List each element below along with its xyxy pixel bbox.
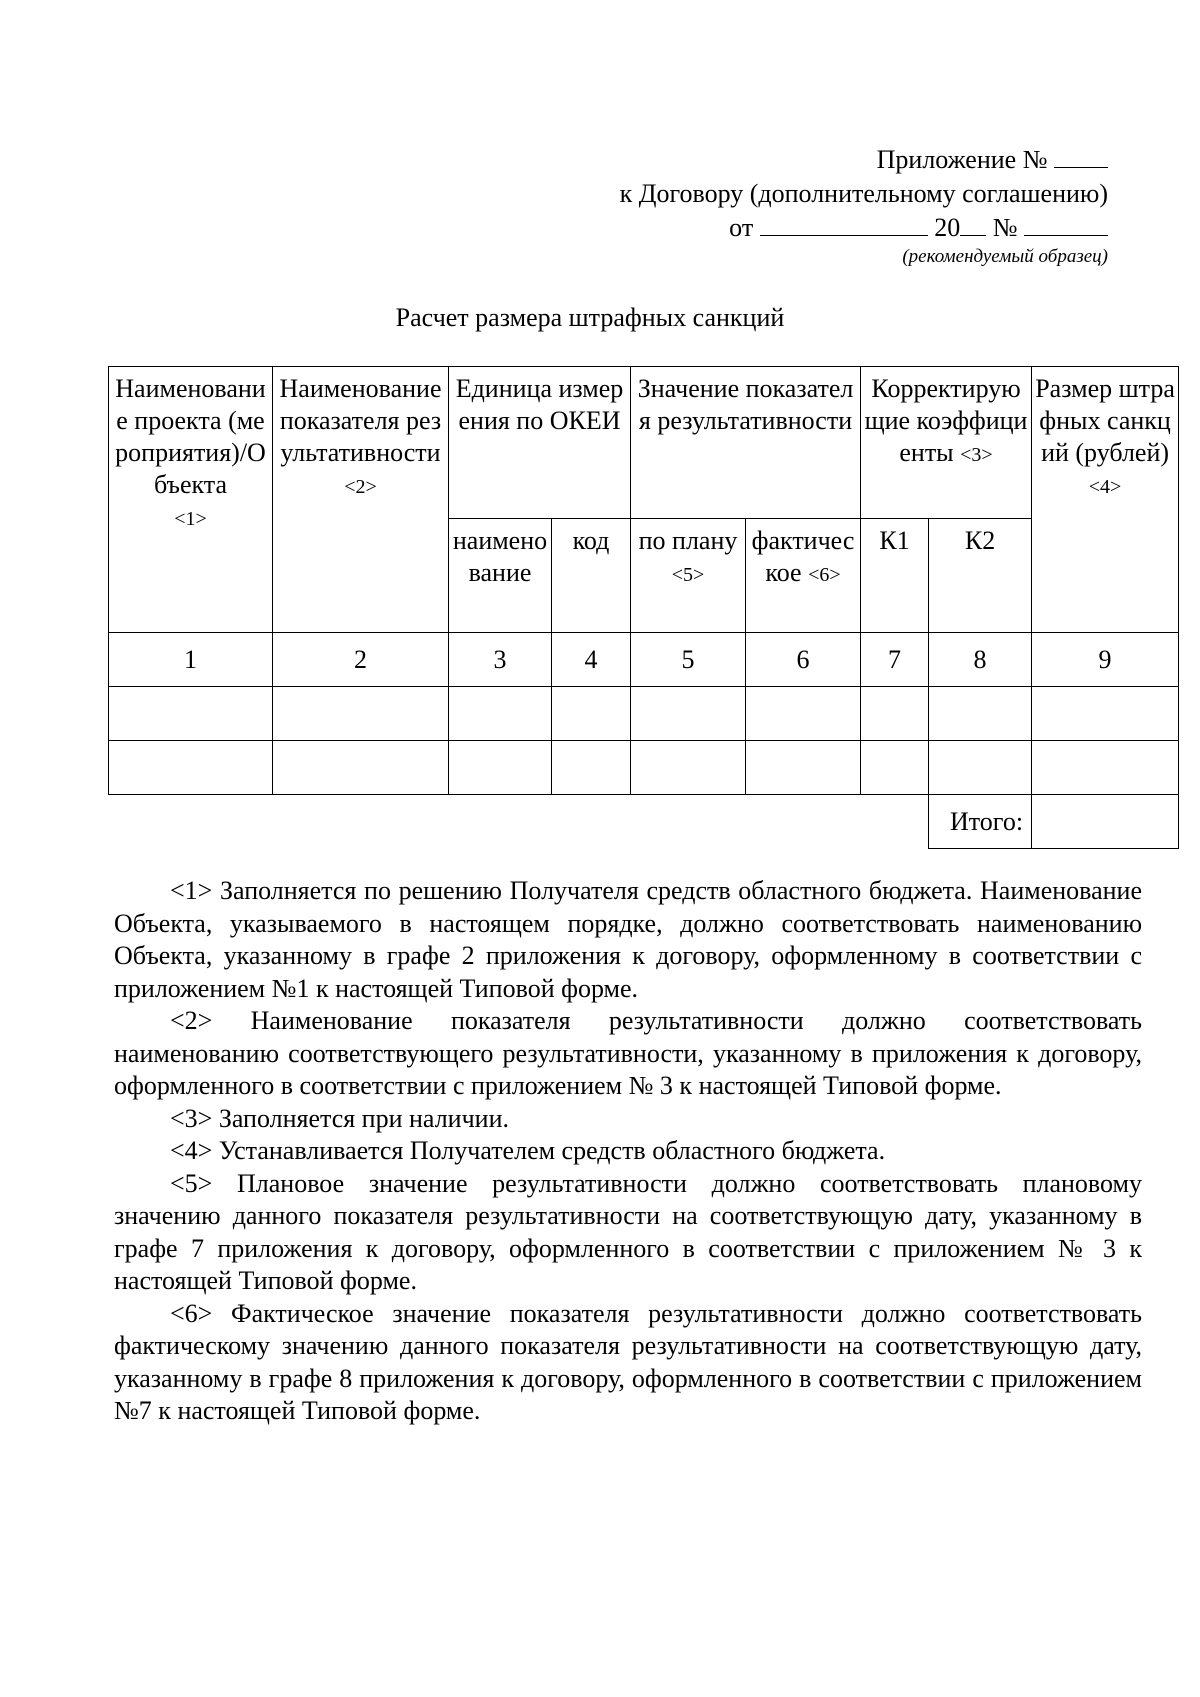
col-unit-header: Единица измерения по ОКЕИ	[449, 367, 631, 519]
table-cell[interactable]	[552, 687, 631, 741]
table-cell[interactable]	[746, 741, 861, 795]
year-label: 20	[927, 213, 961, 242]
header-row-1	[109, 367, 1179, 519]
k2-header: К2	[929, 519, 1032, 633]
column-number: 1	[109, 633, 273, 687]
value-plan-header: по плану <5>	[631, 519, 746, 633]
table-cell[interactable]	[746, 687, 861, 741]
table-cell[interactable]	[552, 741, 631, 795]
unit-name-header: наименование	[449, 519, 552, 633]
footnote-5: <5> Плановое значение результативности должно соответствовать плановому значению данного показателя результативности на соответствующую дату, указанному в графе 7 приложения к договору, оформленного в соответствии с приложением № 3 к настоящей Типовой форме.	[114, 1168, 1142, 1295]
footnote-3: <3> Заполняется при наличии.	[170, 1103, 509, 1133]
total-value-cell[interactable]	[1032, 795, 1179, 849]
table-cell[interactable]	[631, 741, 746, 795]
value-actual-header: фактическое <6>	[746, 519, 861, 633]
table-cell[interactable]	[861, 687, 929, 741]
document-title: Расчет размера штрафных санкций	[395, 303, 785, 332]
number-label: №	[986, 213, 1024, 242]
appendix-number-blank	[1054, 143, 1108, 168]
column-number: 5	[631, 633, 746, 687]
column-number: 9	[1032, 633, 1179, 687]
footnote-4: <4> Устанавливается Получателем средств областного бюджета.	[170, 1136, 886, 1165]
table-cell[interactable]	[1032, 687, 1179, 741]
col-indicator-header: Наименование показателя результативности <2>	[273, 367, 449, 633]
table-cell[interactable]	[1032, 741, 1179, 795]
table-cell[interactable]	[449, 687, 552, 741]
column-number: 3	[449, 633, 552, 687]
col-coef-header: Корректирующие коэффициенты <3>	[861, 367, 1032, 519]
k1-header: К1	[861, 519, 929, 633]
table-cell[interactable]	[273, 687, 449, 741]
column-numbers-row	[109, 633, 1179, 687]
table-cell[interactable]	[273, 741, 449, 795]
footnote-2: <2> Наименование показателя результативности должно соответствовать наименованию соответствующего результативности, указанному в приложения к договору, оформленного в соответствии с приложением № 3 к настоящей Типовой форме.	[114, 1006, 1142, 1100]
table-row	[109, 687, 1179, 741]
from-label: от	[729, 213, 760, 242]
footnote-6: <6> Фактическое значение показателя результативности должно соответствовать фактическому значению данного показателя результативности на соответствующую дату, указанному в графе 8 приложения к договору, оформленного в соответствии с приложением №7 к настоящей Типовой форме.	[114, 1298, 1142, 1425]
document-header	[620, 143, 1108, 269]
unit-code-header: код	[552, 519, 631, 633]
year-blank	[960, 211, 986, 236]
column-number: 4	[552, 633, 631, 687]
sanctions-table	[108, 366, 1179, 849]
col-project-header: Наименование проекта (мероприятия)/Объекта <1>	[109, 367, 273, 633]
total-spacer	[109, 795, 929, 849]
table-cell[interactable]	[929, 741, 1032, 795]
footnotes	[114, 875, 1142, 1428]
appendix-label: Приложение №	[876, 145, 1054, 174]
contract-line: к Договору (дополнительному соглашению)	[619, 179, 1108, 208]
table-cell[interactable]	[449, 741, 552, 795]
footnote-1: <1> Заполняется по решению Получателя средств областного бюджета. Наименование Объекта, указываемого в настоящем порядке, должно соответствовать наименованию Объекта, указанному в графе 2 приложения к договору, оформленному в соответствии с приложением №1 к настоящей Типовой форме.	[114, 876, 1142, 1003]
col-value-header: Значение показателя результативности	[631, 367, 861, 519]
table-cell[interactable]	[109, 687, 273, 741]
table-row	[109, 741, 1179, 795]
table-cell[interactable]	[631, 687, 746, 741]
date-line	[620, 211, 1108, 245]
column-number: 7	[861, 633, 929, 687]
total-label: Итого:	[929, 795, 1032, 849]
number-blank	[1024, 211, 1108, 236]
table-cell[interactable]	[109, 741, 273, 795]
sample-hint: (рекомендуемый образец)	[902, 246, 1108, 267]
column-number: 6	[746, 633, 861, 687]
table-cell[interactable]	[929, 687, 1032, 741]
date-blank	[760, 211, 928, 236]
column-number: 2	[273, 633, 449, 687]
table-cell[interactable]	[861, 741, 929, 795]
total-row	[109, 795, 1179, 849]
column-number: 8	[929, 633, 1032, 687]
appendix-line	[620, 143, 1108, 177]
col-fine-header: Размер штрафных санкций (рублей) <4>	[1032, 367, 1179, 633]
